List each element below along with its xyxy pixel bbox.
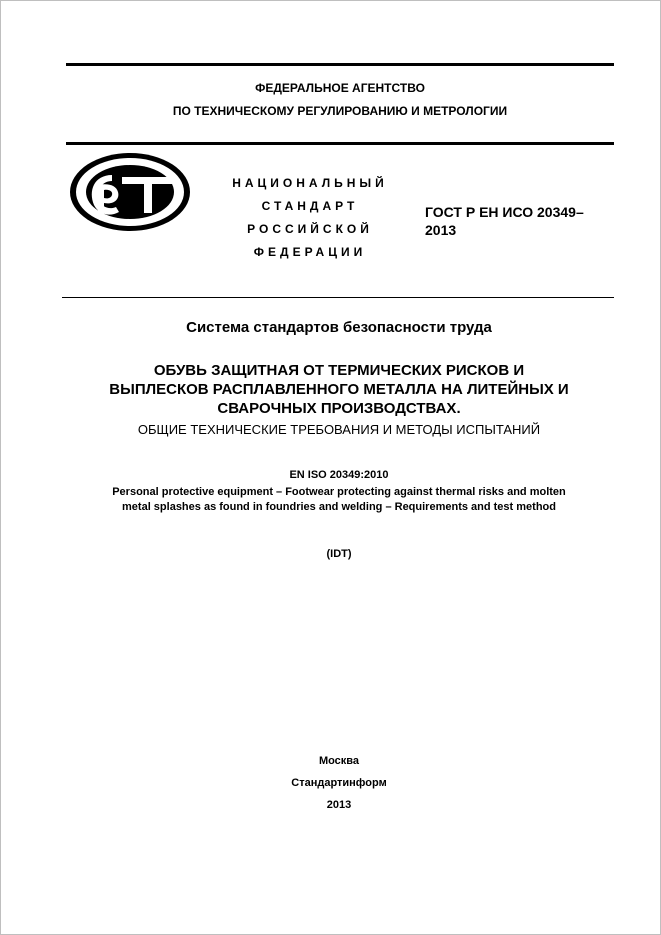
en-title-line-1: Personal protective equipment – Footwear protecting against thermal risks and molten	[112, 486, 566, 498]
national-standard-line-1: НАЦИОНАЛЬНЫЙ	[232, 176, 388, 190]
top-rule	[66, 63, 614, 66]
designation-line-1: ГОСТ Р ЕН ИСО 20349–	[425, 204, 584, 220]
title-line-1: ОБУВЬ ЗАЩИТНАЯ ОТ ТЕРМИЧЕСКИХ РИСКОВ И	[153, 362, 525, 379]
imprint-publisher: Стандартинформ	[291, 777, 387, 789]
en-reference-title	[50, 485, 628, 515]
national-standard-line-4: ФЕДЕРАЦИИ	[253, 245, 367, 259]
standard-designation	[425, 203, 584, 239]
document-subtitle: ОБЩИЕ ТЕХНИЧЕСКИЕ ТРЕБОВАНИЯ И МЕТОДЫ ИСПЫТАНИЙ	[137, 422, 541, 437]
agency-rule	[66, 142, 614, 145]
national-standard-line-2: СТАНДАРТ	[261, 199, 359, 213]
title-line-3: СВАРОЧНЫХ ПРОИЗВОДСТВАХ.	[217, 400, 461, 417]
designation-line-2: 2013	[425, 222, 457, 238]
en-title-line-2: metal splashes as found in foundries and welding – Requirements and test method	[122, 501, 556, 513]
en-reference-code: EN ISO 20349:2010	[289, 469, 389, 481]
idt-mark: (IDT)	[326, 548, 352, 560]
agency-line-2: ПО ТЕХНИЧЕСКОМУ РЕГУЛИРОВАНИЮ И МЕТРОЛОГИИ	[172, 104, 508, 118]
series-title: Система стандартов безопасности труда	[186, 319, 492, 336]
title-line-2: ВЫПЛЕСКОВ РАСПЛАВЛЕННОГО МЕТАЛЛА НА ЛИТЕЙНЫХ И	[109, 381, 569, 398]
imprint-city: Москва	[318, 755, 360, 767]
national-standard-line-3: РОССИЙСКОЙ	[247, 222, 373, 236]
document-title	[50, 361, 628, 418]
header-bottom-rule	[62, 297, 614, 298]
imprint-year: 2013	[326, 799, 352, 811]
gost-r-logo-icon	[68, 151, 192, 233]
agency-line-1: ФЕДЕРАЛЬНОЕ АГЕНТСТВО	[255, 81, 425, 95]
